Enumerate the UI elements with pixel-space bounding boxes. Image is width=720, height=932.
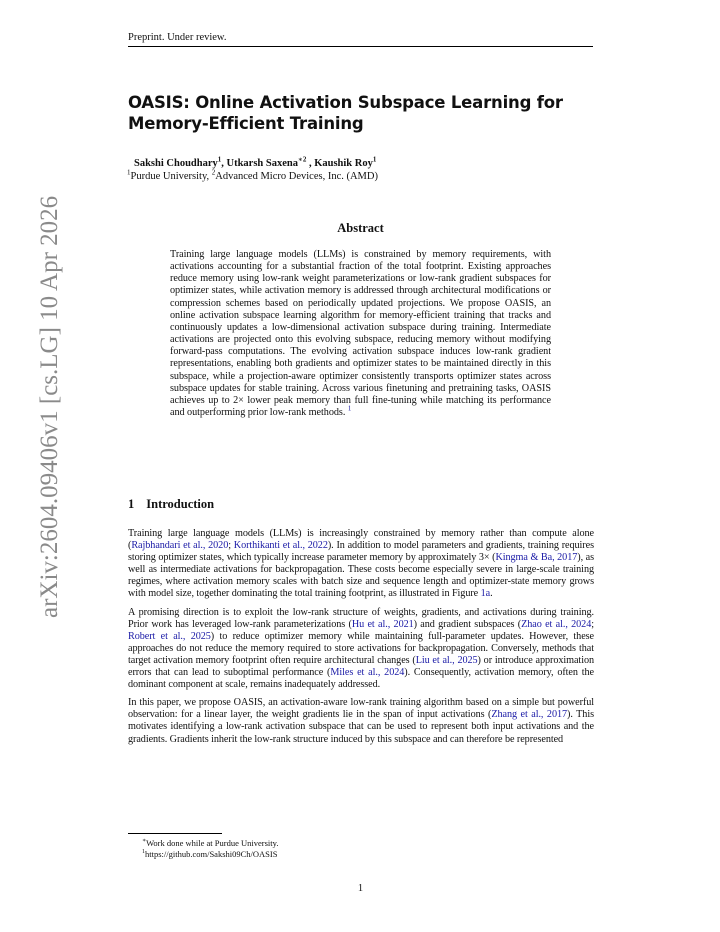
author-names: Sakshi Choudhary$^1$, Utkarsh Saxena$^{∗2}$ , Kaushik Roy$^1$ — [134, 155, 377, 169]
abstract-text: Training large language models (LLMs) is constrained by memory requirements, with activations accounting for a substantial fraction of the total footprint. Existing approaches reduce memory using low-rank weight parameterizations or low-rank gradient subspaces for optimizer states, while activation memory is addressed through architectural modifications or compression schemes based on periodically updated projections. We propose OASIS, an online activation subspace learning algorithm for memory-efficient training that tracks and continuously updates a low-dimensional activation subspace during training. Intermediate activations are projected onto this evolving subspace, reducing memory without modifying forward-pass computations. The evolving activation subspace induces low-rank gradient representations, enabling both gradients and optimizer states to be maintained directly in this subspace, while a projection-aware optimizer consistently transports optimizer states across subspace updates for stable training. Across various finetuning and pretraining tasks, OASIS achieves up to 2× lower peak memory than full fine-tuning while matching its performance and outperforming prior low-rank methods. — [170, 249, 551, 419]
text-run: ) and gradient subspaces ( — [413, 618, 522, 630]
affiliation: Purdue University, — [130, 171, 212, 182]
paper-title: OASIS: Online Activation Subspace Learning for Memory-Efficient Training — [128, 93, 563, 133]
citation-link[interactable]: Zhao et al., 2024 — [521, 618, 592, 630]
paragraph — [128, 697, 594, 745]
footnote-link[interactable]: 1 — [347, 404, 352, 413]
author-name: Sakshi Choudhary — [134, 158, 218, 169]
body-text — [128, 528, 594, 752]
citation-link[interactable]: Kingma & Ba, 2017 — [495, 552, 578, 564]
affiliation-mark: 2 — [211, 168, 216, 177]
running-header: Preprint. Under review. — [128, 32, 593, 47]
author-name: Kaushik Roy — [314, 158, 373, 169]
text-run: ) to reduce optimizer memory while maintaining full-parameter updates. However, these approaches do not reduce the memory required to store activations for backpropagation. Conversely, methods that target activation memory footprint often require architectural changes ( — [128, 630, 594, 666]
affiliation-mark: 1 — [127, 168, 131, 177]
figure-link[interactable]: 1a — [480, 588, 491, 600]
section-heading — [128, 497, 593, 512]
text-run: ; — [591, 618, 594, 630]
footnote — [128, 849, 593, 860]
author-name: Utkarsh Saxena — [226, 158, 298, 169]
text-run: In this paper, we propose OASIS, an activation-aware low-rank training algorithm based on a simple but powerful observation: for a linear layer, the weight gradients lie in the span of input activations ( — [128, 697, 594, 721]
text-run: ). Consequently, activation memory, often the dominant component at scale, remains inadequately addressed. — [128, 667, 594, 691]
footnote — [128, 838, 593, 849]
text-run: ) or introduce approximation errors that can lead to suboptimal performance ( — [128, 654, 594, 679]
text-run: ). In addition to model parameters and gradients, training requires storing optimizer states, which typically increase parameter memory by approximately 3× ( — [128, 540, 594, 564]
footnote-mark: 1 — [142, 849, 145, 856]
citation-link[interactable]: Rajbhandari et al., 2020 — [131, 540, 229, 552]
paragraph — [128, 607, 594, 692]
footnote-mark: ∗ — [142, 838, 147, 845]
author-affiliation-mark: 1 — [372, 155, 377, 164]
text-run: . — [490, 588, 493, 600]
footnote-text: Work done while at Purdue University. — [146, 838, 279, 848]
paragraph — [128, 528, 594, 601]
page-number: 1 — [357, 883, 364, 894]
affiliation: Advanced Micro Devices, Inc. (AMD) — [215, 171, 378, 182]
citation-link[interactable]: Liu et al., 2025 — [415, 654, 478, 666]
text-run: ). This motivates identifying a low-rank activation subspace that can be used to represent both input activations and the gradients. Gradients inherit the low-rank structure induced by this subspace and can therefore be represented — [128, 709, 594, 745]
text-run: ; — [228, 540, 234, 552]
citation-link[interactable]: Robert et al., 2025 — [128, 630, 211, 642]
author-affiliation-mark: 1 — [217, 155, 222, 164]
footnote-url[interactable]: https://github.com/Sakshi09Ch/OASIS — [145, 849, 278, 859]
citation-link[interactable]: Zhang et al., 2017 — [491, 709, 568, 721]
section-title: Introduction — [146, 497, 215, 511]
footnotes — [128, 833, 593, 860]
citation-link[interactable]: Miles et al., 2024 — [330, 667, 405, 679]
abstract-heading: Abstract — [337, 221, 384, 235]
arxiv-identifier: arXiv:2604.09406v1 [cs.LG] 10 Apr 2026 — [36, 195, 63, 618]
author-block — [127, 155, 604, 183]
text-run: ), as well as intermediate activations for backpropagation. These costs become especially severe in large-scale training regimes, where activation memory scales with batch size and sequence length and optimizer-state memory grows with model size, together dominating the total training footprint, as illustrated in Figure — [128, 552, 594, 600]
section-number: 1 — [128, 497, 135, 511]
citation-link[interactable]: Hu et al., 2021 — [351, 618, 414, 630]
author-affiliation-mark: ∗2 — [297, 155, 307, 164]
footnote-rule — [128, 833, 222, 834]
affiliations — [127, 170, 604, 183]
text-run: A promising direction is to exploit the low-rank structure of weights, gradients, and activations during training. Prior work has leveraged low-rank parameterizations ( — [128, 606, 594, 630]
abstract-body — [170, 249, 551, 419]
citation-link[interactable]: Korthikanti et al., 2022 — [233, 540, 328, 552]
text-run: Training large language models (LLMs) is increasingly constrained by memory rather than compute alone ( — [128, 528, 594, 552]
